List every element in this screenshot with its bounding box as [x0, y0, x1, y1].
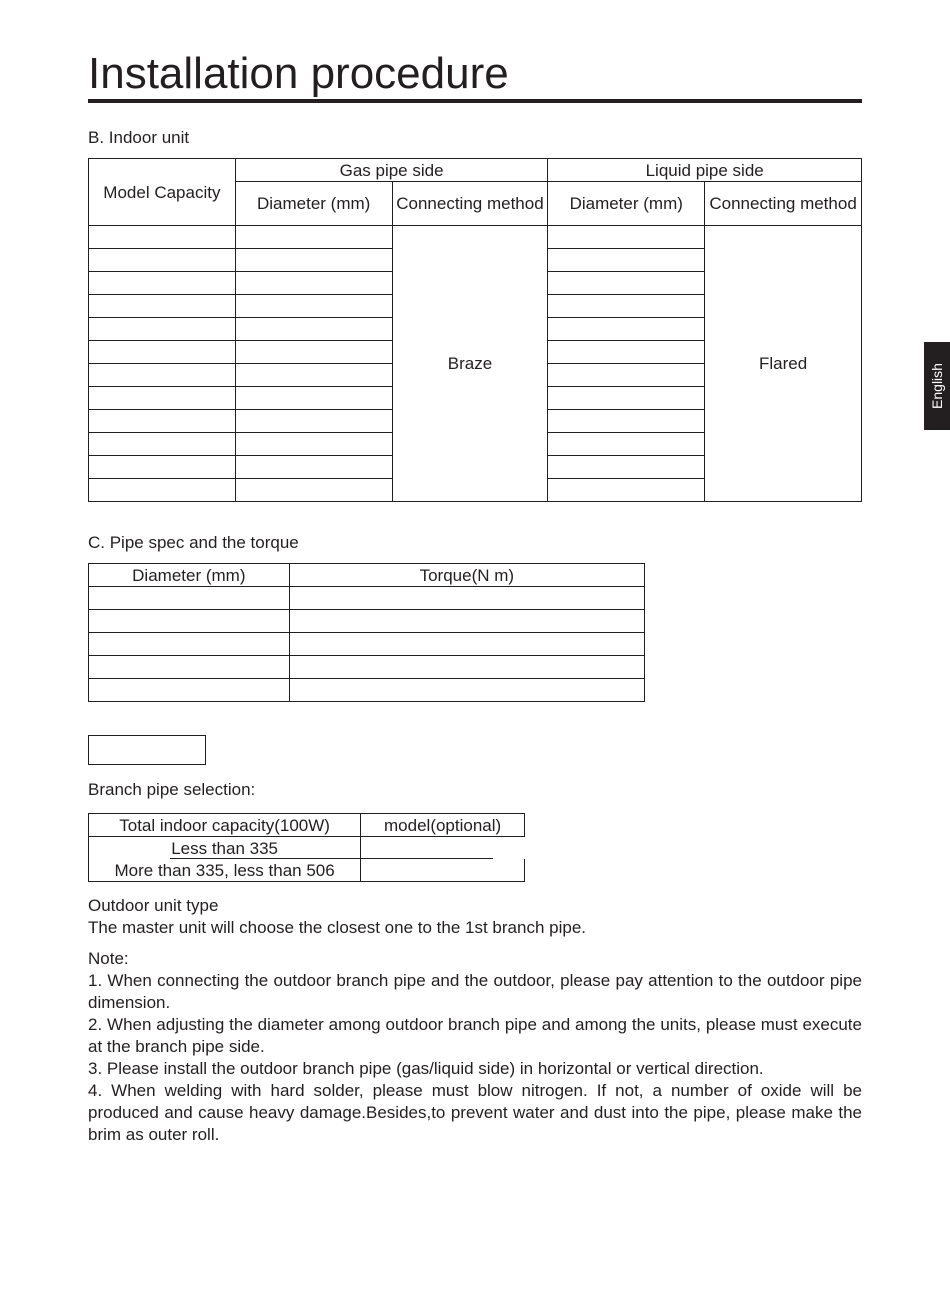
- table-cell: [89, 318, 236, 341]
- section-indoor-label: B. Indoor unit: [88, 128, 190, 147]
- table-cell: [89, 433, 236, 456]
- gas-method-cell: Braze: [392, 226, 548, 502]
- note-item: 3. Please install the outdoor branch pipe (gas/liquid side) in horizontal or vertical direction.: [88, 1059, 764, 1078]
- table-cell: [235, 479, 392, 502]
- branch-row-label: More than 335, less than 506: [89, 859, 361, 882]
- table-cell: [289, 587, 644, 610]
- branch-pipe-table: [88, 813, 525, 882]
- notes-block: [88, 948, 862, 1146]
- language-tab: [924, 342, 950, 430]
- table-cell: [289, 656, 644, 679]
- liquid-pipe-side-header: Liquid pipe side: [548, 159, 862, 182]
- torque-diameter-header: Diameter (mm): [89, 564, 290, 587]
- notes-heading: Note:: [88, 949, 129, 968]
- table-cell: [89, 679, 290, 702]
- section-pipe-spec-label: C. Pipe spec and the torque: [88, 533, 299, 552]
- table-cell: [235, 364, 392, 387]
- note-item: 4. When welding with hard solder, please must blow nitrogen. If not, a number of oxide will be produced and cause heavy damage.Besides,to prevent water and dust into the pipe, please make the brim as outer roll.: [88, 1081, 862, 1144]
- capacity-header: Total indoor capacity(100W): [89, 814, 361, 837]
- table-cell: [548, 341, 705, 364]
- language-tab-label: English: [929, 363, 945, 409]
- torque-table: [88, 563, 645, 702]
- table-cell: [548, 479, 705, 502]
- table-cell: [235, 433, 392, 456]
- table-cell: [548, 318, 705, 341]
- table-cell: [89, 587, 290, 610]
- liquid-connecting-method-header: Connecting method: [705, 182, 862, 226]
- table-cell: [548, 387, 705, 410]
- table-cell: [235, 341, 392, 364]
- gas-diameter-header: Diameter (mm): [235, 182, 392, 226]
- table-cell: [289, 633, 644, 656]
- branch-row-label: Less than 335: [89, 837, 361, 860]
- table-cell: [235, 410, 392, 433]
- table-cell: [89, 633, 290, 656]
- torque-header: Torque(N m): [289, 564, 644, 587]
- liquid-method-cell: Flared: [705, 226, 862, 502]
- table-cell: [89, 456, 236, 479]
- table-cell: [235, 226, 392, 249]
- model-header: model(optional): [361, 814, 525, 837]
- page-title: Installation procedure: [88, 49, 509, 98]
- outdoor-text: The master unit will choose the closest one to the 1st branch pipe.: [88, 918, 586, 937]
- table-cell: [548, 226, 705, 249]
- model-capacity-header: Model Capacity: [89, 159, 236, 226]
- outdoor-heading: Outdoor unit type: [88, 896, 219, 915]
- table-cell: [89, 249, 236, 272]
- table-cell: [548, 364, 705, 387]
- branch-pipe-heading: Branch pipe selection:: [88, 780, 256, 799]
- table-cell: [289, 679, 644, 702]
- table-cell: [235, 295, 392, 318]
- gas-pipe-side-header: Gas pipe side: [235, 159, 548, 182]
- table-cell: [89, 387, 236, 410]
- table-cell: [548, 456, 705, 479]
- table-cell: [89, 479, 236, 502]
- table-cell: [89, 610, 290, 633]
- table-cell: [548, 433, 705, 456]
- table-cell: [89, 226, 236, 249]
- table-cell: [89, 410, 236, 433]
- table-cell: [548, 249, 705, 272]
- liquid-diameter-header: Diameter (mm): [548, 182, 705, 226]
- table-cell: [235, 318, 392, 341]
- table-cell: [548, 410, 705, 433]
- table-cell: [89, 656, 290, 679]
- table-cell: [235, 387, 392, 410]
- table-cell: [548, 272, 705, 295]
- note-item: 1. When connecting the outdoor branch pipe and the outdoor, please pay attention to the outdoor pipe dimension.: [88, 971, 862, 1012]
- note-item: 2. When adjusting the diameter among outdoor branch pipe and among the units, please must execute at the branch pipe side.: [88, 1015, 862, 1056]
- branch-divider-line: [170, 858, 493, 859]
- table-cell: [548, 295, 705, 318]
- table-cell: [89, 272, 236, 295]
- table-cell: [361, 859, 525, 882]
- table-cell: [89, 341, 236, 364]
- table-cell: [235, 272, 392, 295]
- title-rule: [88, 99, 862, 103]
- table-cell: [235, 249, 392, 272]
- table-cell: [361, 837, 525, 860]
- table-cell: [235, 456, 392, 479]
- outdoor-unit-block: [88, 895, 862, 939]
- table-cell: [289, 610, 644, 633]
- gas-connecting-method-header: Connecting method: [392, 182, 548, 226]
- indoor-unit-table: [88, 158, 862, 502]
- table-cell: [89, 364, 236, 387]
- table-cell: [89, 295, 236, 318]
- blank-box: [88, 735, 206, 765]
